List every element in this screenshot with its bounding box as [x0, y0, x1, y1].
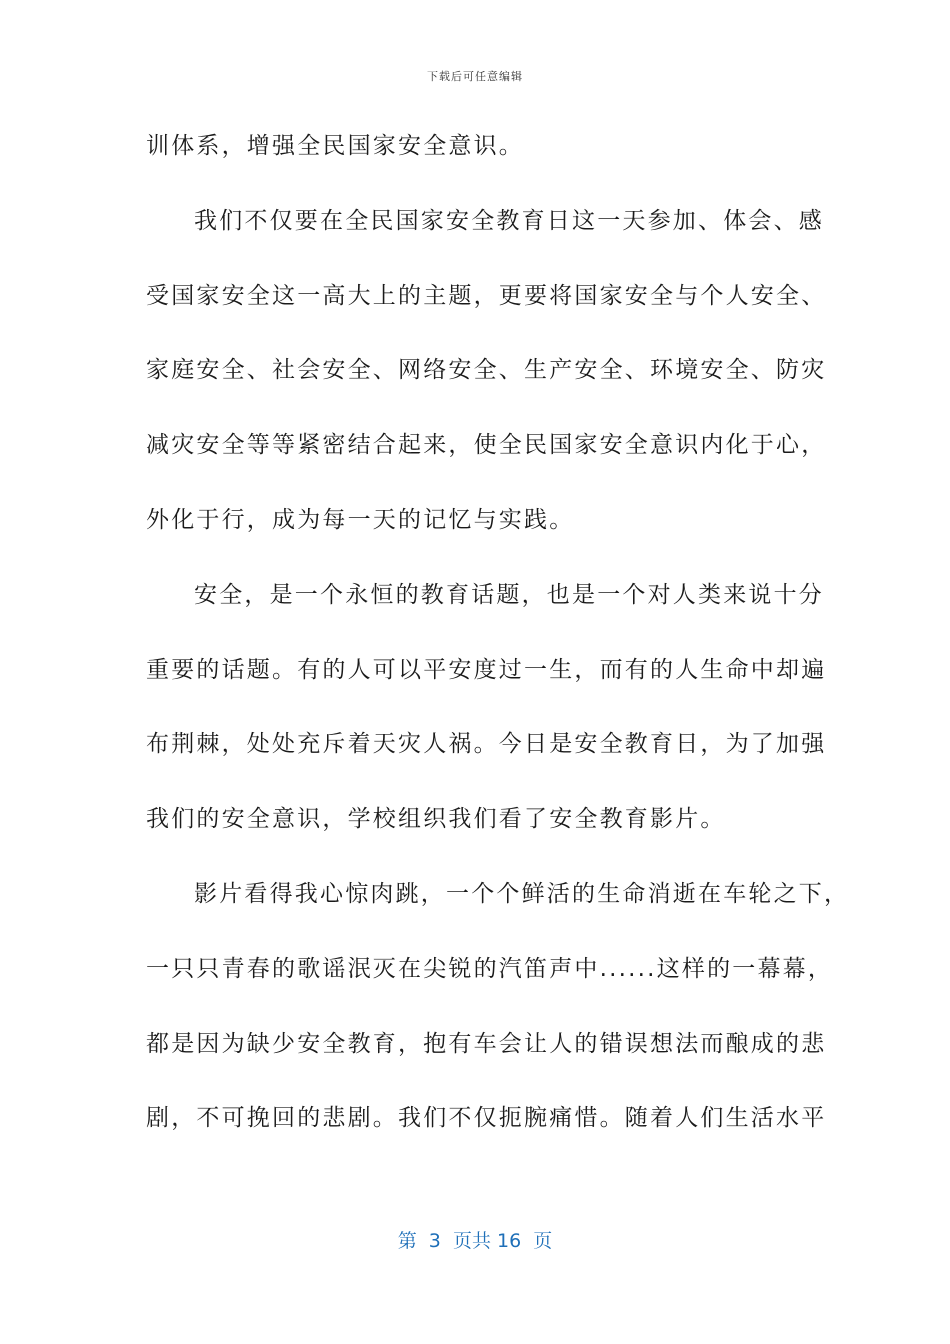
text-line: 我们的安全意识，学校组织我们看了安全教育影片。	[146, 806, 726, 833]
text-line: 剧，不可挽回的悲剧。我们不仅扼腕痛惜。随着人们生活水平	[146, 1105, 827, 1132]
text-line: 都是因为缺少安全教育，抱有车会让人的错误想法而酿成的悲	[146, 1030, 827, 1057]
page-header: 下载后可任意编辑	[427, 70, 523, 83]
text-line: 安全，是一个永恒的教育话题，也是一个对人类来说十分	[194, 581, 824, 608]
text-line: 一只只青春的歌谣泯灭在尖锐的汽笛声中......这样的一幕幕，	[146, 955, 834, 982]
text-line: 外化于行，成为每一天的记忆与实践。	[146, 506, 575, 533]
text-line: 布荆棘，处处充斥着天灾人祸。今日是安全教育日，为了加强	[146, 731, 827, 758]
text-line: 重要的话题。有的人可以平安度过一生，而有的人生命中却遍	[146, 656, 827, 683]
text-line: 家庭安全、社会安全、网络安全、生产安全、环境安全、防灾	[146, 357, 827, 384]
text-line: 训体系，增强全民国家安全意识。	[146, 133, 524, 159]
text-line: 减灾安全等等紧密结合起来，使全民国家安全意识内化于心，	[146, 432, 827, 459]
text-line: 受国家安全这一高大上的主题，更要将国家安全与个人安全、	[146, 282, 827, 309]
page-number-footer: 第 3 页共 16 页	[397, 1230, 553, 1252]
document-body	[146, 124, 850, 1171]
text-line: 影片看得我心惊肉跳，一个个鲜活的生命消逝在车轮之下，	[194, 880, 850, 907]
text-line: 我们不仅要在全民国家安全教育日这一天参加、体会、感	[194, 207, 824, 234]
